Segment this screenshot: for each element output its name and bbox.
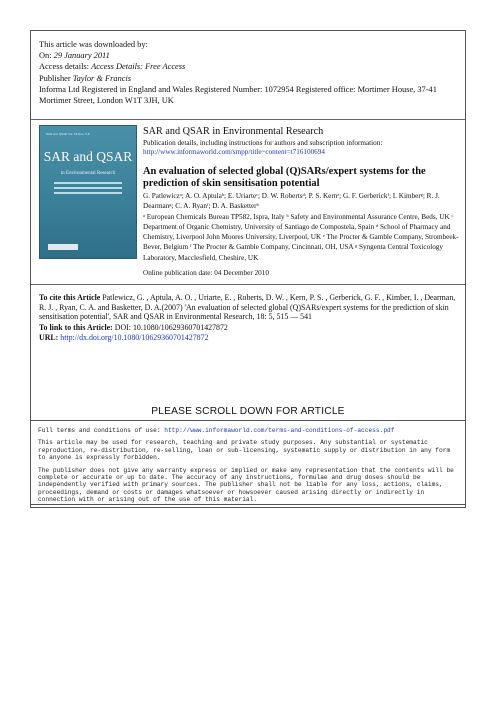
publication-details [143, 139, 463, 157]
cover-decoration [54, 182, 122, 197]
journal-name: SAR and QSAR in Environmental Research [143, 126, 324, 137]
divider [31, 119, 465, 120]
publisher-value: Taylor & Francis [72, 73, 132, 83]
authors: G. Patlewiczᵃ; A. O. Aptulaᵇ; E. Uriarteᶜ; D. W. Robertsᵈ; P. S. Kernᵉ; G. F. Gerberickᶠ; I. Kimberᵍ; R. J. Dearmanᵍ; C. A. Ryanᶠ; D. A. Basketterᵇ [143, 192, 440, 210]
publisher-label: Publisher [39, 73, 73, 83]
on-date: 29 January 2011 [53, 51, 110, 61]
journal-link[interactable]: http://www.informaworld.com/smpp/title~content=t716100694 [143, 148, 325, 156]
publisher-row [39, 73, 457, 84]
journal-cover-image [39, 125, 137, 259]
online-publication-date: Online publication date: 04 December 2010 [143, 269, 269, 277]
affiliations: ᵃ European Chemicals Bureau TP582, Ispra, Italy ᵇ Safety and Environmental Assurance Centre, Beds, UK ᶜ Department of Organic Chemistry, University of Santiago de Compostela, Spain ᵈ School of Pharmacy and Chemistry, Liverpool John Moores University, Liverpool, UK ᵉ The Procter & Gamble Company, Strombeek-Bever, Belgium ᶠ The Procter & Gamble Company, Cincinnati, OH, USA ᵍ Syngenta Central Toxicology Laboratory, Macclesfield, Cheshire, UK [143, 213, 459, 262]
doi-row [39, 323, 457, 333]
url-label: URL: [39, 333, 61, 343]
citation-section [39, 293, 457, 344]
download-intro: This article was downloaded by: [39, 40, 148, 49]
terms-disclaimer: The publisher does not give any warranty express or implied or make any representation that the contents will be complete or accurate or up to date. The accuracy of any instructions, formulae and drug doses should be independently verified with primary sources. The publisher shall not be liable for any loss, actions, claims, proceedings, demand or costs or damages whatsoever or howsoever caused arising directly or indirectly in connection with or arising out of the use of this material. [38, 466, 454, 504]
access-row [39, 61, 457, 72]
cover-subtitle: in Environmental Research [60, 171, 116, 176]
article-details [143, 126, 463, 263]
access-label: Access details: [39, 62, 92, 72]
cite-label: To cite this Article [39, 293, 103, 302]
terms-box [30, 420, 466, 508]
on-label: On: [39, 51, 54, 61]
citation-row [39, 293, 457, 322]
cover-top-text: SAR and QSAR Vol. 18 Nos. 5-6 [46, 132, 90, 136]
cover-title: SAR and QSAR [43, 149, 133, 164]
download-date-row [39, 50, 457, 61]
url-row [39, 333, 457, 343]
publisher-logo-icon [48, 244, 78, 250]
terms-link[interactable]: http://www.informaworld.com/terms-and-conditions-of-access.pdf [164, 427, 395, 434]
article-url-link[interactable]: http://dx.doi.org/10.1080/10629360701427872 [60, 333, 209, 343]
link-label: To link to this Article: [39, 322, 115, 332]
download-info [39, 39, 457, 106]
terms-usage: This article may be used for research, teaching and private study purposes. Any substantial or systematic reproduction, re-distribution, re-selling, loan or sub-licensing, systematic supply or distribution in any form to anyone is expressly forbidden. [38, 439, 451, 462]
article-title: An evaluation of selected global (Q)SARs/expert systems for the prediction of skin sensitisation potential [143, 166, 426, 189]
cite-text: Patlewicz, G. , Aptula, A. O. , Uriarte, E. , Roberts, D. W. , Kern, P. S. , Gerberick, G. F. , Kimber, I. , Dearman, R. J. , Ryan, C. A. and Basketter, D. A.(2007) 'An evaluation of selected global (Q)SARs/expert systems for the prediction of skin sensitisation potential', SAR and QSAR in Environmental Research, 18: 5, 515 — 541 [39, 293, 456, 322]
access-value: Access Details: Free Access [91, 62, 186, 72]
registered-office: Informa Ltd Registered in England and Wales Registered Number: 1072954 Registered office: Mortimer House, 37-41 Mortimer Street, London W1T 3JH, UK [39, 84, 437, 106]
terms-label: Full terms and conditions of use: [38, 427, 165, 434]
divider [31, 284, 465, 285]
scroll-notice: PLEASE SCROLL DOWN FOR ARTICLE [151, 406, 345, 417]
publication-details-text: Publication details, including instructions for authors and subscription information: [143, 139, 383, 147]
terms-line [38, 427, 458, 434]
doi: DOI: 10.1080/10629360701427872 [114, 322, 228, 332]
